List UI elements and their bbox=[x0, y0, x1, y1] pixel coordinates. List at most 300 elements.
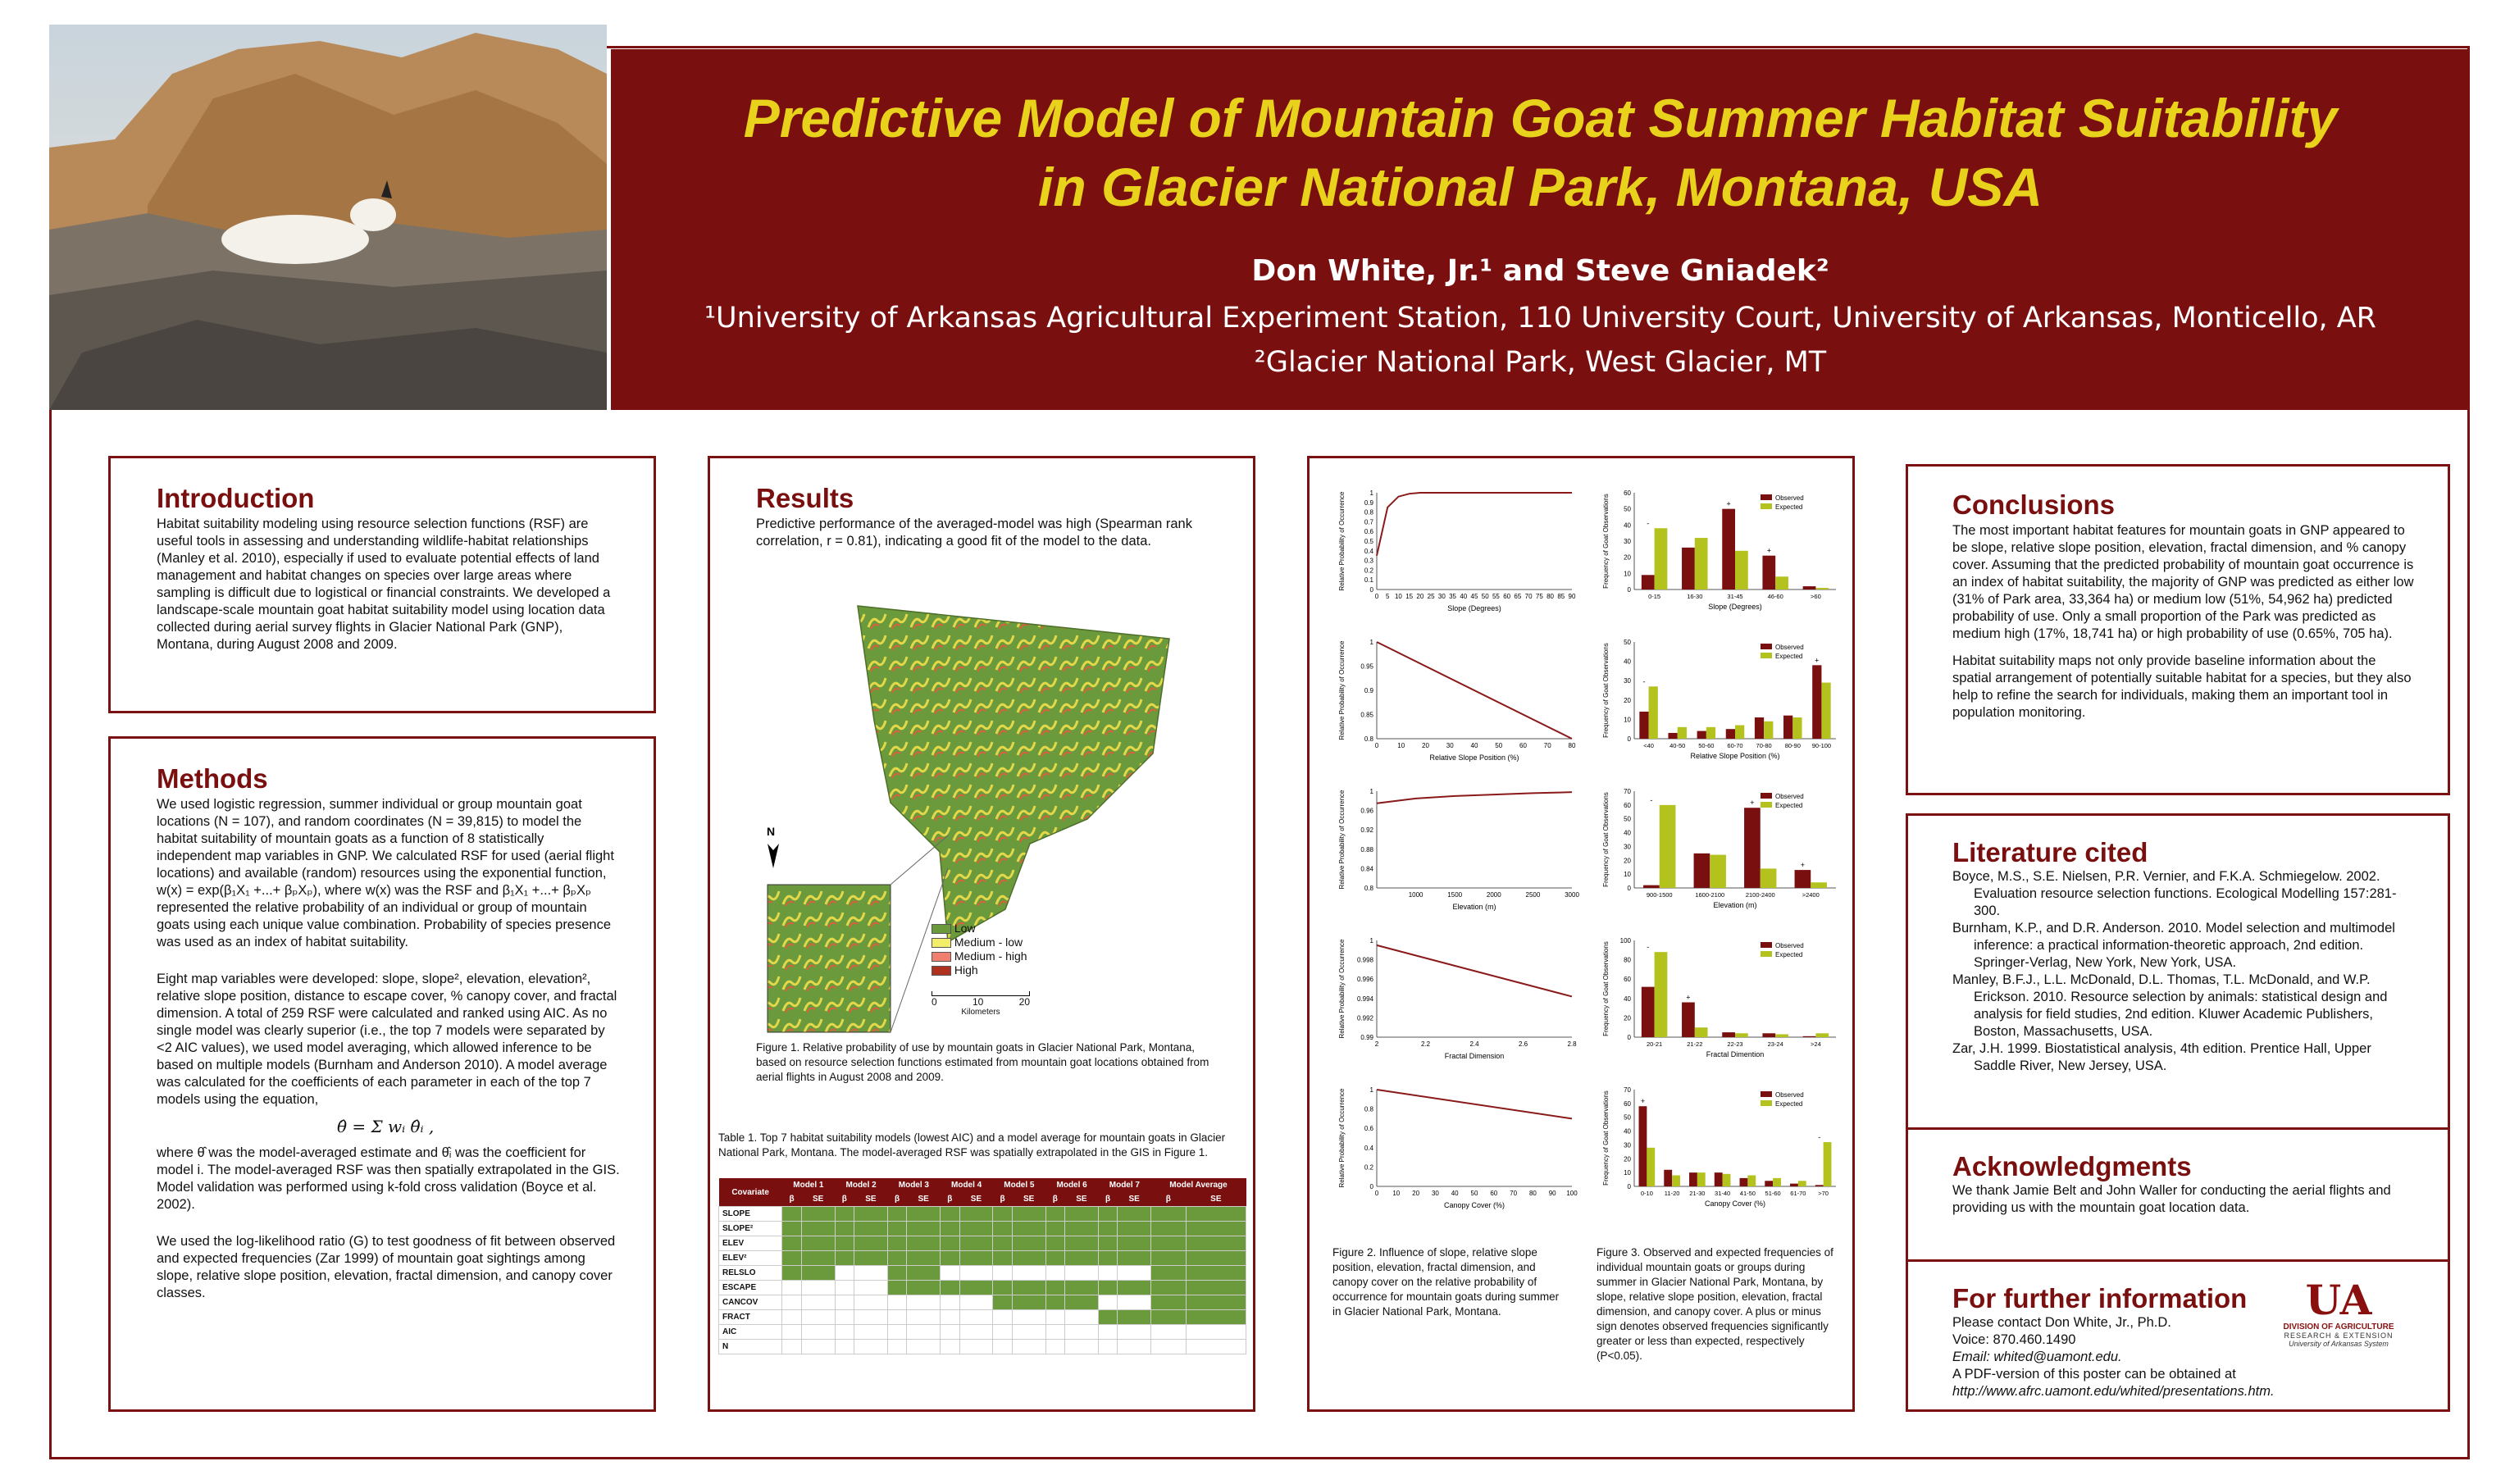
table-row bbox=[719, 1325, 1246, 1340]
table-row bbox=[719, 1340, 1246, 1354]
acknowledgments-text: We thank Jamie Belt and John Waller for conducting the aerial flights and providing us with the mountain goat location data. bbox=[1952, 1183, 2391, 1215]
table-row-label: ESCAPE bbox=[719, 1281, 782, 1295]
reference-item: Manley, B.F.J., L.L. McDonald, D.L. Thomas, T.L. McDonald, and W.P. Erickson. 2010. Resource selection by animals: statistical design and analysis for field studies, 2nd edition. Kluwer Academic Publishers, Boston, Massachusetts, USA. bbox=[1952, 972, 2388, 1039]
poster-title bbox=[611, 84, 2470, 221]
figure1-caption: Figure 1. Relative probability of use by mountain goats in Glacier National Park, Montana, based on resource selection functions estimated from mountain goat locations obtained from aerial flights in August 2008 and 2009. bbox=[756, 1041, 1209, 1083]
bar-observed bbox=[1639, 712, 1648, 739]
x-tick-label: 10 bbox=[1394, 593, 1402, 600]
y-tick-label: 0.84 bbox=[1360, 865, 1373, 873]
legend-label: Expected bbox=[1775, 951, 1803, 958]
y-tick-label: 60 bbox=[1624, 1099, 1631, 1108]
y-tick-label: 0.92 bbox=[1360, 826, 1373, 835]
legend-swatch bbox=[1761, 1091, 1772, 1097]
x-tick-label: 2 bbox=[1374, 1040, 1379, 1048]
methods-heading: Methods bbox=[157, 763, 268, 794]
logo-line-1: DIVISION OF AGRICULTURE bbox=[2283, 1322, 2394, 1332]
x-tick-label: 50 bbox=[1470, 1190, 1478, 1197]
x-axis-label: Slope (Degrees) bbox=[1447, 604, 1501, 612]
significance-mark: - bbox=[1647, 943, 1650, 952]
park-boundary bbox=[858, 606, 1169, 942]
y-tick-label: 40 bbox=[1624, 1127, 1631, 1136]
figures-section bbox=[1307, 456, 1855, 1412]
y-tick-label: 1 bbox=[1369, 788, 1373, 795]
x-tick-label: 55 bbox=[1492, 593, 1500, 600]
y-tick-label: 0.9 bbox=[1364, 498, 1373, 507]
legend-item-low: Low bbox=[932, 922, 1027, 935]
y-tick-label: 0.8 bbox=[1364, 735, 1373, 743]
y-tick-label: 0.2 bbox=[1364, 567, 1373, 575]
y-axis-label: Frequency of Goat Observations bbox=[1602, 792, 1610, 887]
chart-legend bbox=[1761, 494, 1804, 511]
habitat-map-svg bbox=[759, 590, 1219, 1049]
table-subheader-cell: β bbox=[887, 1192, 907, 1207]
significance-mark: + bbox=[1815, 656, 1820, 665]
table-subheader-cell: β bbox=[1098, 1192, 1118, 1207]
y-tick-label: 0.99 bbox=[1360, 1034, 1373, 1041]
bar-observed bbox=[1755, 717, 1764, 739]
affiliation-2: ²Glacier National Park, West Glacier, MT bbox=[1254, 346, 1827, 379]
y-tick-label: 0.96 bbox=[1360, 807, 1373, 815]
legend-item-medium-low: Medium - low bbox=[932, 935, 1027, 949]
y-tick-label: 0.4 bbox=[1364, 547, 1373, 555]
table-subheader-cell: β bbox=[993, 1192, 1013, 1207]
table-header-cell: Model 6 bbox=[1045, 1178, 1098, 1192]
reference-item: Zar, J.H. 1999. Biostatistical analysis, 4th edition. Prentice Hall, Upper Saddle River, New Jersey, USA. bbox=[1952, 1041, 2371, 1073]
bar-expected bbox=[1649, 686, 1658, 739]
y-tick-label: 60 bbox=[1624, 489, 1631, 497]
x-tick-label: 40 bbox=[1470, 742, 1478, 749]
series-line bbox=[1377, 1090, 1572, 1118]
table-subheader-cell: SE bbox=[1186, 1192, 1246, 1207]
affiliations bbox=[611, 296, 2470, 385]
y-axis-label: Frequency of Goat Observations bbox=[1602, 643, 1610, 738]
x-tick-label: 20 bbox=[1416, 593, 1424, 600]
bar-observed bbox=[1812, 665, 1821, 739]
bar-expected bbox=[1815, 588, 1829, 590]
bar-expected bbox=[1723, 1174, 1731, 1186]
y-tick-label: 0.2 bbox=[1364, 1163, 1373, 1172]
x-tick-label: >60 bbox=[1811, 593, 1821, 600]
bar-observed bbox=[1715, 1172, 1723, 1186]
bar-expected bbox=[1735, 725, 1744, 739]
y-tick-label: 0.6 bbox=[1364, 528, 1373, 536]
y-tick-label: 0.8 bbox=[1364, 1105, 1373, 1113]
x-tick-label: 31-45 bbox=[1727, 593, 1743, 600]
legend-swatch bbox=[1761, 793, 1772, 799]
y-tick-label: 20 bbox=[1624, 857, 1631, 865]
bar-expected bbox=[1710, 855, 1726, 888]
bar-expected bbox=[1811, 882, 1827, 888]
bar-observed bbox=[1643, 885, 1660, 888]
x-tick-label: 70 bbox=[1543, 742, 1551, 749]
x-tick-label: 0 bbox=[1374, 593, 1379, 600]
x-axis-label: Relative Slope Position (%) bbox=[1429, 753, 1519, 762]
introduction-section bbox=[108, 456, 656, 713]
reference-item: Burnham, K.P., and D.R. Anderson. 2010. Model selection and multimodel inference: a practical information-theoretic approach, 2nd edition. Springer-Verlag, New York, New York, USA. bbox=[1952, 921, 2395, 970]
table-row bbox=[719, 1266, 1246, 1281]
legend-swatch bbox=[1761, 644, 1772, 649]
bar-observed bbox=[1694, 854, 1710, 888]
legend-label: Expected bbox=[1775, 653, 1803, 660]
literature-heading: Literature cited bbox=[1952, 837, 2148, 867]
y-tick-label: 0.998 bbox=[1356, 956, 1373, 964]
table-subheader-cell: β bbox=[835, 1192, 854, 1207]
conclusions-heading: Conclusions bbox=[1952, 489, 2116, 520]
series-line bbox=[1377, 792, 1572, 803]
y-tick-label: 40 bbox=[1624, 829, 1631, 837]
map-inset bbox=[768, 885, 891, 1032]
y-tick-label: 0 bbox=[1369, 586, 1373, 594]
x-tick-label: 0-15 bbox=[1648, 593, 1661, 600]
table-row bbox=[719, 1236, 1246, 1251]
bar-expected bbox=[1655, 528, 1668, 590]
bar-observed bbox=[1689, 1172, 1697, 1186]
table-header-cell: Model 7 bbox=[1098, 1178, 1150, 1192]
y-tick-label: 30 bbox=[1624, 1141, 1631, 1149]
north-arrow-icon bbox=[767, 825, 779, 868]
x-tick-label: 70-80 bbox=[1756, 742, 1772, 749]
x-tick-label: 60 bbox=[1490, 1190, 1498, 1197]
bar-expected bbox=[1775, 576, 1788, 590]
y-tick-label: 0 bbox=[1627, 735, 1631, 743]
pdf-link[interactable]: http://www.afrc.uamont.edu/whited/presentations.htm. bbox=[1952, 1384, 2275, 1399]
figure3-caption: Figure 3. Observed and expected frequencies of individual mountain goats or groups during summer in Glacier National Park, Montana, by slope, relative slope position, elevation, fractal dimension, and canopy cover. A plus or minus sign denotes observed frequencies significantly greater or less than expected, respectively (P<0.05). bbox=[1597, 1246, 1833, 1362]
x-axis-label: Fractal Dimention bbox=[1706, 1050, 1765, 1058]
significance-mark: + bbox=[1686, 993, 1691, 1002]
y-tick-label: 70 bbox=[1624, 788, 1631, 795]
table-row-label: SLOPE bbox=[719, 1207, 782, 1222]
x-axis-label: Canopy Cover (%) bbox=[1443, 1201, 1505, 1209]
y-tick-label: 70 bbox=[1624, 1086, 1631, 1094]
legend-swatch bbox=[1761, 951, 1772, 957]
x-tick-label: 2500 bbox=[1525, 891, 1541, 899]
bar-observed bbox=[1722, 1032, 1735, 1037]
table-row-label: FRACT bbox=[719, 1310, 782, 1325]
bar-observed bbox=[1765, 1181, 1773, 1186]
figure2-caption: Figure 2. Influence of slope, relative slope position, elevation, fractal dimension, and canopy cover on the relative probability of occurrence for mountain goats during summer in Glacier National Park, Montana. bbox=[1332, 1246, 1560, 1318]
significance-mark: - bbox=[1647, 519, 1650, 528]
introduction-heading: Introduction bbox=[157, 483, 315, 513]
x-tick-label: 70 bbox=[1510, 1190, 1518, 1197]
y-tick-label: 30 bbox=[1624, 677, 1631, 685]
x-tick-label: 16-30 bbox=[1687, 593, 1703, 600]
x-tick-label: 20-21 bbox=[1647, 1040, 1663, 1048]
line-chart-1 bbox=[1326, 632, 1580, 780]
bar-observed bbox=[1664, 1170, 1672, 1186]
legend-label: Observed bbox=[1775, 1091, 1804, 1099]
y-tick-label: 0.8 bbox=[1364, 885, 1373, 892]
x-tick-label: 100 bbox=[1566, 1190, 1578, 1197]
y-tick-label: 0.85 bbox=[1360, 711, 1373, 719]
x-tick-label: 65 bbox=[1514, 593, 1522, 600]
line-chart-0 bbox=[1326, 483, 1580, 630]
legend-swatch bbox=[1761, 1100, 1772, 1106]
x-tick-label: 90 bbox=[1548, 1190, 1556, 1197]
x-tick-label: 60-70 bbox=[1727, 742, 1743, 749]
y-tick-label: 0.994 bbox=[1356, 995, 1373, 1003]
x-tick-label: 30 bbox=[1446, 742, 1454, 749]
x-tick-label: 5 bbox=[1385, 593, 1390, 600]
table-subheader-cell: β bbox=[1045, 1192, 1065, 1207]
bar-expected bbox=[1747, 1176, 1756, 1186]
table-subheader-cell: SE bbox=[854, 1192, 888, 1207]
x-tick-label: 45 bbox=[1470, 593, 1478, 600]
y-tick-label: 10 bbox=[1624, 570, 1631, 578]
x-axis-label: Relative Slope Position (%) bbox=[1690, 752, 1780, 760]
y-tick-label: 0.95 bbox=[1360, 662, 1373, 671]
table-row bbox=[719, 1251, 1246, 1266]
bar-observed bbox=[1762, 1033, 1775, 1037]
y-tick-label: 0 bbox=[1627, 586, 1631, 594]
series-line bbox=[1377, 493, 1572, 556]
y-tick-label: 0.996 bbox=[1356, 976, 1373, 984]
x-tick-label: 0-10 bbox=[1640, 1190, 1653, 1197]
chart-legend bbox=[1761, 644, 1804, 660]
y-tick-label: 0.992 bbox=[1356, 1014, 1373, 1022]
bar-observed bbox=[1762, 556, 1775, 590]
x-tick-label: 22-23 bbox=[1727, 1040, 1743, 1048]
x-tick-label: 20 bbox=[1422, 742, 1429, 749]
title-line-2: in Glacier National Park, Montana, USA bbox=[1038, 157, 2043, 217]
line-chart-3 bbox=[1326, 931, 1580, 1078]
legend-item-high: High bbox=[932, 963, 1027, 977]
introduction-text: Habitat suitability modeling using resource selection functions (RSF) are useful tools in assessing and understanding wildlife-habitat relationships (Manley et al. 2010), especially if used to evaluate potential effects of land management and habitat changes on species over large areas where sampling is difficult due to logistical or financial constraints. We developed a landscape-scale mountain goat habitat suitability model using location data collected during aerial survey flights in Glacier National Park (GNP), Montana, during August 2008 and 2009. bbox=[157, 517, 611, 652]
y-tick-label: 50 bbox=[1624, 1113, 1631, 1122]
y-tick-label: 0 bbox=[1627, 885, 1631, 892]
y-axis-label: Frequency of Goat Observations bbox=[1602, 941, 1610, 1036]
x-tick-label: 40 bbox=[1451, 1190, 1459, 1197]
bar-observed bbox=[1682, 1003, 1695, 1037]
table-header-cell: Model 2 bbox=[835, 1178, 887, 1192]
bar-observed bbox=[1803, 586, 1816, 590]
significance-mark: - bbox=[1642, 677, 1646, 686]
y-tick-label: 0.1 bbox=[1364, 576, 1373, 585]
contact-email[interactable]: Email: whited@uamont.edu. bbox=[1952, 1350, 2122, 1364]
x-tick-label: 50 bbox=[1495, 742, 1503, 749]
significance-mark: + bbox=[1750, 799, 1755, 808]
y-tick-label: 50 bbox=[1624, 505, 1631, 513]
y-axis-label: Relative Probability of Occurrence bbox=[1338, 640, 1346, 740]
logo-line-3: University of Arkansas System bbox=[2289, 1340, 2389, 1348]
y-tick-label: 30 bbox=[1624, 843, 1631, 851]
table-row-label: SLOPE² bbox=[719, 1222, 782, 1236]
x-tick-label: 41-50 bbox=[1739, 1190, 1756, 1197]
x-tick-label: 10 bbox=[1397, 742, 1405, 749]
table-subheader-cell: β bbox=[941, 1192, 960, 1207]
contact-name: Please contact Don White, Jr., Ph.D. bbox=[1952, 1315, 2171, 1330]
x-tick-label: >2400 bbox=[1802, 891, 1820, 899]
y-tick-label: 0 bbox=[1369, 1183, 1373, 1190]
legend-label: Expected bbox=[1775, 503, 1803, 511]
x-tick-label: 80 bbox=[1546, 593, 1555, 600]
methods-paragraph-3: where θ̂ was the model-averaged estimate and θ̂ᵢ was the coefficient for model i. The model-averaged RSF was then spatially extrapolated in the GIS. Model validation was performed using k-fold cross validation (Boyce et al. 2002). bbox=[157, 1145, 620, 1212]
table-header-cell: Model 5 bbox=[993, 1178, 1045, 1192]
table-row-label: AIC bbox=[719, 1325, 782, 1340]
map-scale-bar: 0 10 20 Kilometers bbox=[932, 991, 1030, 1017]
x-axis-label: Slope (Degrees) bbox=[1708, 603, 1762, 611]
x-tick-label: 2.2 bbox=[1420, 1040, 1431, 1048]
bar-observed bbox=[1815, 1185, 1824, 1186]
reference-item: Boyce, M.S., S.E. Nielsen, P.R. Vernier, and F.K.A. Schmiegelow. 2002. Evaluation resource selection functions. Ecological Modelling 157:281-300. bbox=[1952, 869, 2397, 918]
bar-observed bbox=[1744, 808, 1761, 888]
y-tick-label: 0.5 bbox=[1364, 538, 1373, 545]
model-table-grid bbox=[718, 1178, 1246, 1354]
bar-observed bbox=[1697, 731, 1706, 739]
legend-swatch bbox=[1761, 942, 1772, 948]
legend-label: Expected bbox=[1775, 1100, 1803, 1108]
bar-expected bbox=[1695, 538, 1708, 590]
x-tick-label: 40 bbox=[1460, 593, 1468, 600]
chart-legend bbox=[1761, 793, 1804, 809]
bar-expected bbox=[1660, 805, 1676, 888]
bar-observed bbox=[1722, 509, 1735, 590]
legend-label: Expected bbox=[1775, 802, 1803, 809]
table-header-cell: Model 4 bbox=[941, 1178, 993, 1192]
table-row-label: ELEV² bbox=[719, 1251, 782, 1266]
bar-expected bbox=[1655, 952, 1668, 1037]
bar-expected bbox=[1678, 727, 1687, 739]
y-tick-label: 80 bbox=[1624, 956, 1631, 964]
bar-observed bbox=[1668, 733, 1677, 739]
x-tick-label: 1000 bbox=[1408, 891, 1423, 899]
y-tick-label: 0.88 bbox=[1360, 845, 1373, 854]
y-tick-label: 0.7 bbox=[1364, 518, 1373, 526]
table-row bbox=[719, 1310, 1246, 1325]
bar-expected bbox=[1775, 1034, 1788, 1037]
literature-section bbox=[1908, 816, 2448, 1127]
x-tick-label: 20 bbox=[1412, 1190, 1420, 1197]
significance-mark: + bbox=[1726, 499, 1731, 508]
significance-mark: + bbox=[1800, 861, 1806, 870]
table-row-label: CANCOV bbox=[719, 1295, 782, 1310]
x-tick-label: 3000 bbox=[1565, 891, 1579, 899]
chart-legend bbox=[1761, 1091, 1804, 1108]
y-tick-label: 50 bbox=[1624, 815, 1631, 823]
y-tick-label: 0.4 bbox=[1364, 1144, 1373, 1152]
acknowledgments-section bbox=[1908, 1130, 2448, 1259]
bar-expected bbox=[1773, 1178, 1781, 1186]
x-tick-label: 61-70 bbox=[1790, 1190, 1806, 1197]
x-axis-label: Elevation (m) bbox=[1452, 903, 1496, 911]
affiliation-1: ¹University of Arkansas Agricultural Experiment Station, 110 University Court, University of Arkansas, Monticello, AR bbox=[704, 302, 2376, 335]
significance-mark: - bbox=[1650, 795, 1653, 804]
authors: Don White, Jr.¹ and Steve Gniadek² bbox=[1251, 254, 1829, 288]
bar-observed bbox=[1790, 1184, 1798, 1186]
bar-chart-8 bbox=[1597, 931, 1843, 1078]
x-tick-label: 2100-2400 bbox=[1745, 891, 1775, 899]
chart-legend bbox=[1761, 942, 1804, 958]
table-subheader-cell: SE bbox=[1065, 1192, 1099, 1207]
bar-expected bbox=[1735, 551, 1748, 590]
bar-observed bbox=[1642, 575, 1655, 590]
x-tick-label: 80 bbox=[1568, 742, 1576, 749]
significance-mark: - bbox=[1818, 1133, 1821, 1142]
svg-text:N: N bbox=[767, 825, 776, 838]
table-header-cell: Model Average bbox=[1151, 1178, 1246, 1192]
bar-expected bbox=[1672, 1176, 1680, 1186]
bar-observed bbox=[1726, 729, 1735, 739]
conclusions-section bbox=[1906, 464, 2450, 795]
line-chart-2 bbox=[1326, 781, 1580, 929]
y-tick-label: 40 bbox=[1624, 521, 1631, 530]
y-tick-label: 0.3 bbox=[1364, 557, 1373, 565]
x-axis-label: Canopy Cover (%) bbox=[1704, 1199, 1766, 1208]
x-tick-label: 11-20 bbox=[1664, 1190, 1680, 1197]
x-tick-label: 31-40 bbox=[1715, 1190, 1731, 1197]
y-tick-label: 0.8 bbox=[1364, 508, 1373, 517]
significance-mark: + bbox=[1640, 1097, 1646, 1106]
x-tick-label: >24 bbox=[1811, 1040, 1821, 1048]
y-tick-label: 10 bbox=[1624, 716, 1631, 724]
x-tick-label: 900-1500 bbox=[1646, 891, 1673, 899]
x-tick-label: 80 bbox=[1528, 1190, 1537, 1197]
bar-expected bbox=[1706, 727, 1715, 739]
y-tick-label: 30 bbox=[1624, 538, 1631, 545]
bar-expected bbox=[1824, 1142, 1832, 1186]
x-tick-label: 23-24 bbox=[1767, 1040, 1783, 1048]
results-section bbox=[708, 456, 1255, 1412]
y-tick-label: 0.6 bbox=[1364, 1125, 1373, 1133]
bar-observed bbox=[1740, 1178, 1748, 1186]
habitat-map bbox=[759, 590, 1219, 1049]
y-tick-label: 10 bbox=[1624, 1169, 1631, 1177]
y-axis-label: Relative Probability of Occurrence bbox=[1338, 790, 1346, 890]
y-tick-label: 20 bbox=[1624, 696, 1631, 704]
y-tick-label: 0 bbox=[1627, 1034, 1631, 1041]
bar-expected bbox=[1695, 1027, 1708, 1037]
bar-expected bbox=[1798, 1181, 1806, 1186]
y-tick-label: 20 bbox=[1624, 1155, 1631, 1163]
bar-observed bbox=[1639, 1106, 1647, 1186]
y-axis-label: Relative Probability of Occurrence bbox=[1338, 939, 1346, 1039]
x-tick-label: 90 bbox=[1568, 593, 1576, 600]
bar-expected bbox=[1647, 1148, 1655, 1186]
y-tick-label: 20 bbox=[1624, 553, 1631, 562]
table-row-label: ELEV bbox=[719, 1236, 782, 1251]
y-tick-label: 1 bbox=[1369, 639, 1373, 646]
y-axis-label: Frequency of Goat Observations bbox=[1602, 494, 1610, 589]
x-tick-label: 46-60 bbox=[1767, 593, 1783, 600]
bar-expected bbox=[1735, 1033, 1748, 1037]
x-tick-label: 70 bbox=[1524, 593, 1533, 600]
acknowledgments-heading: Acknowledgments bbox=[1952, 1151, 2192, 1181]
x-axis-label: Fractal Dimension bbox=[1444, 1052, 1505, 1060]
bar-expected bbox=[1821, 683, 1830, 739]
x-tick-label: 35 bbox=[1449, 593, 1457, 600]
x-tick-label: 60 bbox=[1503, 593, 1511, 600]
table-row bbox=[719, 1207, 1246, 1222]
conclusions-paragraph-1: The most important habitat features for mountain goats in GNP appeared to be slope, relative slope position, elevation, fractal dimension, and % canopy cover. Assuming that the predicted probability of mountain goat occurrence is an index of habitat suitability, the majority of GNP was predicted as either low (31% of Park area, 33,364 ha) or medium low (51%, 54,962 ha) predicted probability of use. Only a small proportion of the Park was predicted as medium high (17%, 18,741 ha) or high probability of use (0.65%, 705 ha). bbox=[1952, 523, 2414, 641]
bar-observed bbox=[1783, 716, 1792, 739]
x-axis-label: Elevation (m) bbox=[1713, 901, 1757, 909]
legend-label: Observed bbox=[1775, 942, 1804, 949]
y-tick-label: 50 bbox=[1624, 639, 1631, 646]
legend-swatch bbox=[1761, 653, 1772, 658]
x-tick-label: 21-30 bbox=[1689, 1190, 1706, 1197]
x-tick-label: 2000 bbox=[1486, 891, 1501, 899]
legend-swatch bbox=[1761, 503, 1772, 509]
x-tick-label: <40 bbox=[1643, 742, 1654, 749]
series-line bbox=[1377, 642, 1572, 739]
series-line bbox=[1377, 945, 1572, 997]
mountain-goat-photo bbox=[49, 25, 607, 410]
map-legend bbox=[932, 922, 1027, 977]
y-tick-label: 20 bbox=[1624, 1014, 1631, 1022]
bar-observed bbox=[1803, 1036, 1816, 1037]
x-tick-label: 2.6 bbox=[1518, 1040, 1528, 1048]
bar-expected bbox=[1697, 1172, 1706, 1186]
pdf-note: A PDF-version of this poster can be obtained at bbox=[1952, 1367, 2236, 1382]
